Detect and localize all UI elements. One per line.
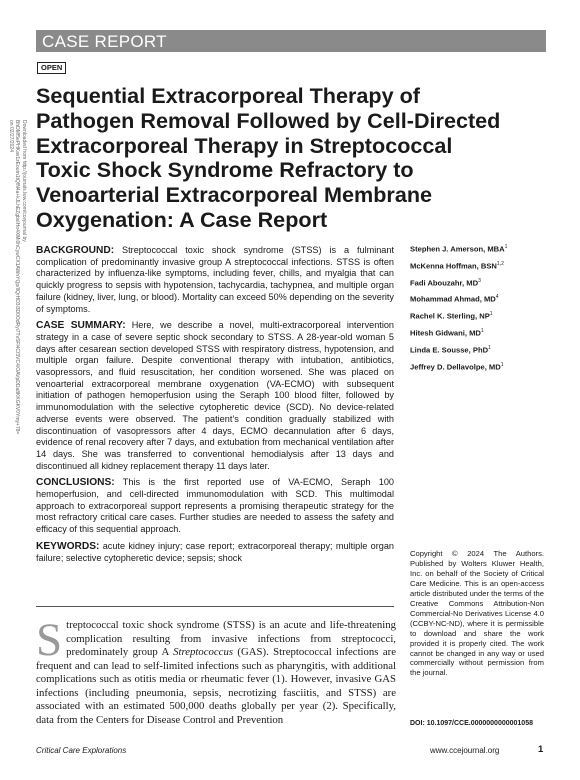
author: Stephen J. Amerson, MBA$^1$ bbox=[410, 244, 508, 254]
body-text: Streptococcal toxic shock syndrome (STSS) is an acute and life-threatening complication resulting from invasive infections from streptococci, predominately group A Streptococcus (GAS). Streptococcal infections are frequent and can lead to self-limited infections such as pharyngitis, with additional complications such as otitis media or rheumatic fever (1). However, invasive GAS infections (including pneumonia, sepsis, necrotizing fasciitis, and STSS) are associated with an estimated 500,000 deaths globally per year (2). Specifically, data from the Centers for Disease Control and Prevention bbox=[36, 614, 396, 726]
author: Linda E. Sousse, PhD$^1$ bbox=[410, 344, 491, 355]
open-access-badge: OPEN bbox=[37, 62, 66, 74]
section-header-bar bbox=[36, 30, 546, 52]
article-title: Sequential Extracorporeal Therapy of Pathogen Removal Followed by Cell-Directed Extracorporeal Therapy in Streptococcal Toxic Shock Syndrome Refractory to Venoarterial Extracorporeal Membrane Oxygenation: A Case Report bbox=[36, 83, 501, 232]
abstract bbox=[36, 245, 394, 569]
author: Hitesh Gidwani, $MD^1$ bbox=[410, 328, 484, 338]
download-note: Downloaded from http://journals.lww.com/ccejournal by BhDMf5ePHKav1zEoum1tQfN4a+kJLhEZgbsIHo4XMi0hCywCX1AWnYQp/IlQrHD3i3D0OdRyi7TvSFl4Cf3VC4/OAVpDDa8KKGKV0Ymy+78= on 02/27/2024 bbox=[8, 120, 27, 435]
conclusions-label: CONCLUSIONS: bbox=[36, 477, 115, 489]
conclusions-text: This is the first reported use of VA-ECMO, Seraph 100 hemoperfusion, and cell-directed immunomodulation with SCD. This multimodal approach to extracorporeal support represents a promising therapeutic strategy for the most refractory critical care cases. Further studies are needed to assess the safety and efficacy of this sequential approach. bbox=[36, 477, 394, 535]
abstract-case-summary bbox=[36, 320, 394, 472]
author: McKenna Hoffman, BSN$^{1,2}$ bbox=[410, 260, 504, 271]
page-number: 1 bbox=[538, 744, 544, 755]
author-list bbox=[410, 242, 550, 377]
copyright-notice: Copyright © 2024 The Authors. Published by Wolters Kluwer Health, Inc. on behalf of the Society of Critical Care Medicine. This is an open-access article distributed under the terms of the Creative Commons Attribution-Non Commercial-No Derivatives License 4.0 (CCBY-NC-ND), where it is permissible to download and share the work provided it is properly cited. The work cannot be changed in any way or used commercially without permission from the journal. bbox=[410, 549, 544, 678]
author: Mohammad Ahmad, $MD^4$ bbox=[410, 294, 499, 305]
background-text: Streptococcal toxic shock syndrome (STSS) is a fulminant complication of predominantly invasive group A streptococcal infections. STSS is often characterized by influenza-like symptoms, including fever, chills, and myalgia that can quickly progress to sepsis with hypotension, tachycardia, tachypnea, and multiple organ failure (kidney, liver, lung, or blood). Mortality can exceed 50% depending on the severity of symptoms. bbox=[36, 245, 394, 314]
doi-link[interactable]: DOI: 10.1097/CCE.0000000000001058 bbox=[410, 720, 533, 727]
author: Jeffrey D. Dellavolpe, $MD^1$ bbox=[410, 361, 504, 372]
abstract-background bbox=[36, 245, 394, 315]
abstract-keywords bbox=[36, 541, 394, 564]
abstract-conclusions bbox=[36, 477, 394, 536]
background-label: BACKGROUND: bbox=[36, 245, 115, 256]
abstract-divider bbox=[36, 606, 394, 607]
case-summary-label: CASE SUMMARY: bbox=[36, 320, 126, 332]
keywords-text: acute kidney injury; case report; extracorporeal therapy; multiple organ failure; selective cytopheretic device; sepsis; shock bbox=[36, 540, 394, 563]
journal-name: Critical Care Explorations bbox=[36, 746, 127, 755]
keywords-label: KEYWORDS: bbox=[36, 540, 100, 552]
author: Rachel K. Sterling, $NP^1$ bbox=[410, 311, 493, 321]
journal-url[interactable]: www.ccejournal.org bbox=[430, 746, 500, 755]
case-summary-text: Here, we describe a novel, multi-extracorporeal intervention strategy in a case of severe septic shock secondary to STSS. A 28-year-old woman 5 days after cesarean section developed STSS with respiratory distress, hypotension, and multiple organ failure. Despite conventional therapy with intubation, antibiotics, vasopressors, and fluid resuscitation, her condition worsened. She was placed on venoarterial extracorporeal membrane oxygenation (VA-ECMO) with subsequent initiation of pathogen hemoperfusion using the Seraph 100 blood filter, followed by immunomodulation with the selective cytopheretic device (SCD). No device-related adverse events were observed. The patient’s condition gradually stabilized with discontinuation of vasopressors after 4 days, ECMO decannulation after 6 days, evidence of renal recovery after 7 days, and extubation from mechanical ventilation after 14 days. She was transferred to conventional hemodialysis after 13 days and discontinued all kidney replacement therapy 11 days later. bbox=[36, 320, 394, 471]
author: Fadi Abouzahr, $MD^3$ bbox=[410, 277, 481, 288]
section-label: CASE REPORT bbox=[42, 32, 167, 51]
drop-cap: S bbox=[36, 614, 63, 666]
